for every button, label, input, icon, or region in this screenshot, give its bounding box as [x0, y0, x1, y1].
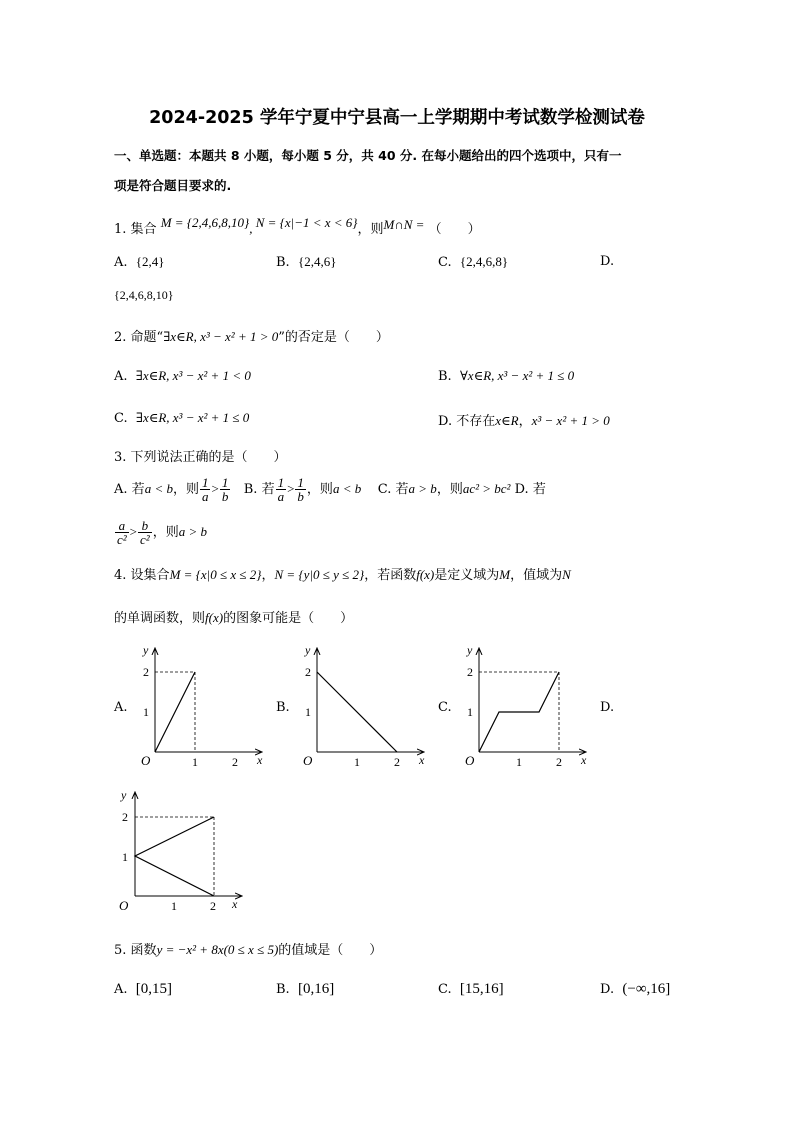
q4-graph-b: [282, 640, 432, 775]
function-graph: [317, 672, 397, 752]
q1-prefix: 集合: [130, 222, 157, 237]
section-heading-line1: 一、单选题：本题共 8 小题，每小题 5 分，共 40 分. 在每小题给出的四个选项中，只有一: [114, 148, 622, 163]
q5-option-d[interactable]: D. (−∞,16]: [600, 981, 671, 997]
y-tick-2: 2: [122, 810, 128, 824]
y-tick-2: 2: [143, 665, 149, 679]
function-graph: [479, 672, 559, 752]
question-1-stem: [114, 215, 481, 237]
q4-option-b-label[interactable]: B.: [276, 700, 290, 715]
q1-option-c[interactable]: C. {2,4,6,8}: [438, 254, 509, 270]
y-tick-2: 2: [305, 665, 311, 679]
question-3-stem: 3. 下列说法正确的是（ ）: [114, 450, 287, 465]
x-label: x: [257, 753, 263, 767]
origin-label: O: [141, 753, 151, 768]
origin-label: O: [303, 753, 313, 768]
q1-set-m: M = {2,4,6,8,10}: [160, 215, 250, 230]
q2-option-a[interactable]: A. ∃x∈R, x³ − x² + 1 < 0: [114, 368, 251, 384]
q1-sep: ,: [249, 221, 256, 236]
q1-option-a[interactable]: A. {2,4}: [114, 254, 165, 270]
y-label: y: [143, 643, 149, 657]
x-tick-2: 2: [210, 899, 216, 913]
question-2-stem: 2. 命题“∃x∈R, x³ − x² + 1 > 0”的否定是（ ）: [114, 329, 389, 345]
question-4-stem-line1: 4. 设集合M = {x|0 ≤ x ≤ 2}，N = {y|0 ≤ y ≤ 2}，若函数f(x)是定义域为M，值域为N: [114, 567, 571, 583]
q1-set-n: N = {x|−1 < x < 6}: [255, 215, 358, 230]
y-tick-1: 1: [122, 850, 128, 864]
q2-option-b[interactable]: B. ∀x∈R, x³ − x² + 1 ≤ 0: [438, 368, 575, 384]
q3-frac-ac2: $\frac{a}{\text{c²}}$: [117, 518, 127, 547]
q5-option-a[interactable]: A. [0,15]: [114, 981, 173, 997]
q5-function: y = −x² + 8x(0 ≤ x ≤ 5): [156, 942, 279, 957]
q3-frac-bc2: $\frac{b}{\text{c²}}$: [140, 518, 150, 547]
q2-option-d[interactable]: D. 不存在x∈R，x³ − x² + 1 > 0: [438, 413, 610, 429]
q4-graph-d: [100, 786, 250, 916]
y-label: y: [467, 643, 473, 657]
q3-option-a[interactable]: A. 若a < b，则 $\frac{1}{a}$ > $\frac{1}{b}$: [114, 475, 229, 504]
x-tick-1: 1: [192, 755, 198, 769]
q5-option-b[interactable]: B. [0,16]: [276, 981, 335, 997]
q4-option-a-label[interactable]: A.: [114, 700, 128, 715]
origin-label: O: [119, 898, 129, 913]
x-label: x: [232, 897, 238, 911]
x-tick-1: 1: [171, 899, 177, 913]
q4-graph-c: [444, 640, 594, 775]
y-tick-1: 1: [467, 705, 473, 719]
x-label: x: [581, 753, 587, 767]
function-graph: [155, 672, 195, 752]
y-tick-2: 2: [467, 665, 473, 679]
q4-option-d-label[interactable]: D.: [600, 700, 615, 715]
q1-option-d-label[interactable]: D.: [600, 254, 615, 269]
q4-option-c-label[interactable]: C.: [438, 700, 452, 715]
q1-option-b[interactable]: B. {2,4,6}: [276, 254, 337, 270]
q3-option-d-label[interactable]: D. 若: [514, 482, 546, 497]
q5-option-c[interactable]: C. [15,16]: [438, 981, 504, 997]
q4-graph-a: [120, 640, 270, 775]
q1-option-d-text: {2,4,6,8,10}: [114, 288, 174, 302]
q1-expr: M∩N =: [383, 217, 425, 232]
x-label: x: [419, 753, 425, 767]
x-tick-1: 1: [516, 755, 522, 769]
x-tick-2: 2: [394, 755, 400, 769]
function-graph: [135, 817, 214, 896]
q2-option-c[interactable]: C. ∃x∈R, x³ − x² + 1 ≤ 0: [114, 410, 250, 426]
x-tick-1: 1: [354, 755, 360, 769]
x-tick-2: 2: [556, 755, 562, 769]
y-tick-1: 1: [305, 705, 311, 719]
q3-option-b[interactable]: B. 若 $\frac{1}{a}$ > $\frac{1}{b}$ ，则a < b: [243, 475, 362, 504]
origin-label: O: [465, 753, 475, 768]
q2-proposition: ∃x∈R, x³ − x² + 1 > 0: [163, 329, 279, 344]
y-tick-1: 1: [143, 705, 149, 719]
page-title: 2024-2025 学年宁夏中宁县高一上学期期中考试数学检测试卷: [149, 108, 645, 128]
q1-number: 1.: [114, 222, 127, 237]
q3-frac-1a: $\frac{1}{a}$: [201, 475, 209, 504]
question-5-stem: 5. 函数y = −x² + 8x(0 ≤ x ≤ 5)的值域是（ ）: [114, 942, 383, 958]
y-label: y: [305, 643, 311, 657]
q3-option-d[interactable]: $\frac{a}{\text{c²}}$ > $\frac{b}{\text{c²}}$ ，则a > b: [117, 518, 207, 547]
y-label: y: [121, 788, 127, 802]
q3-frac-1b: $\frac{1}{b}$: [221, 475, 229, 504]
q3-options-row: [114, 470, 546, 509]
section-heading-line2: 项是符合题目要求的.: [114, 178, 232, 193]
q1-then: ，则: [357, 222, 384, 237]
x-tick-2: 2: [232, 755, 238, 769]
question-4-stem-line2: 的单调函数，则f(x)的图象可能是（ ）: [114, 610, 354, 626]
q1-paren: （ ）: [428, 222, 481, 237]
q3-option-c[interactable]: C. 若a > b，则ac² > bc²: [377, 481, 511, 497]
